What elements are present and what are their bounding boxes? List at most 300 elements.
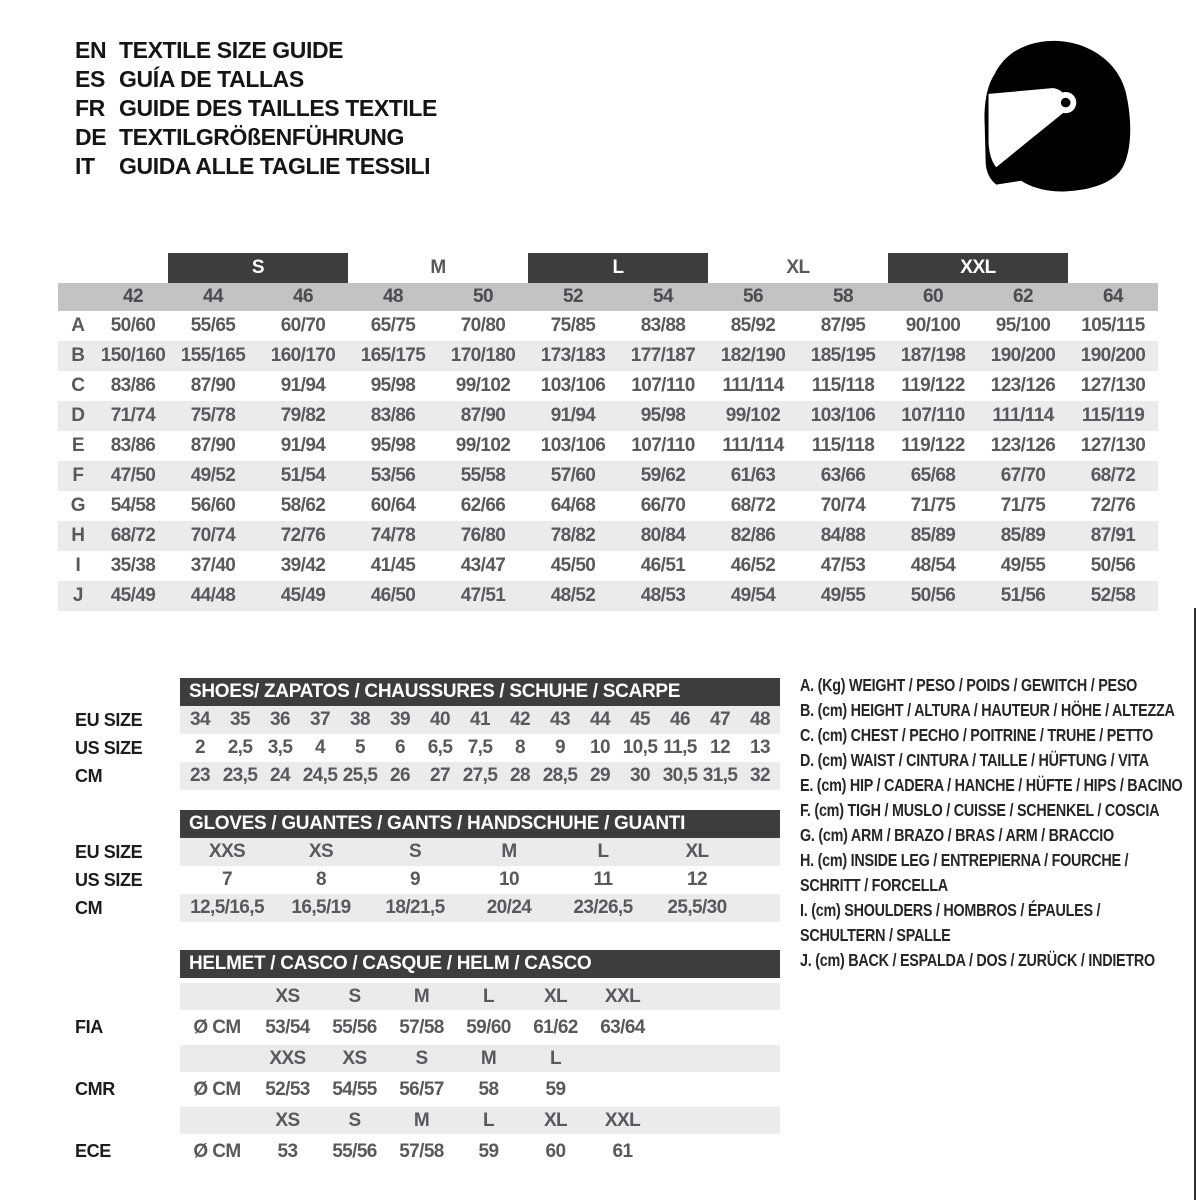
sizes-grid bbox=[180, 1107, 780, 1134]
helmet-size: L bbox=[482, 985, 494, 1007]
size-value: 20/24 bbox=[486, 897, 532, 918]
size-value: 10 bbox=[499, 869, 519, 890]
size-value: 41 bbox=[470, 709, 490, 730]
shoes-title-bar: SHOES/ ZAPATOS / CHAUSSURES / SCHUHE / SCARPE bbox=[180, 678, 780, 706]
helmet-value: 57/58 bbox=[399, 1140, 444, 1162]
size-value: 12,5/16,5 bbox=[190, 897, 264, 918]
size-value: 23,5 bbox=[222, 765, 258, 786]
size-value: 49/54 bbox=[730, 585, 776, 606]
size-value: 91/94 bbox=[280, 435, 326, 456]
size-value: 68/72 bbox=[730, 495, 776, 516]
size-value: 74/78 bbox=[370, 525, 416, 546]
size-value: 25,5 bbox=[342, 765, 378, 786]
language-code: DE bbox=[75, 124, 107, 150]
size-value: 173/183 bbox=[540, 345, 606, 366]
legend-line: H. (cm) INSIDE LEG / ENTREPIERNA / FOURCHE / bbox=[800, 850, 1129, 870]
size-value: 9 bbox=[555, 737, 565, 758]
size-value: 11 bbox=[593, 869, 613, 890]
helmet-values bbox=[180, 1138, 780, 1165]
size-value: 65/68 bbox=[910, 465, 956, 486]
size-value: 54/58 bbox=[110, 495, 156, 516]
size-value: 2 bbox=[195, 737, 205, 758]
helmet-size: XXL bbox=[604, 1109, 641, 1131]
helmet-value: 63/64 bbox=[600, 1016, 645, 1038]
size-value: 72/76 bbox=[1090, 495, 1136, 516]
helmet-size: XL bbox=[543, 985, 568, 1007]
size-value: 37 bbox=[310, 709, 330, 730]
spacer bbox=[58, 981, 180, 1012]
size-value: 50/60 bbox=[110, 315, 156, 336]
legend-line: I. (cm) SHOULDERS / HOMBROS / ÉPAULES / bbox=[800, 900, 1101, 920]
size-group-xxl: XXL bbox=[888, 253, 1068, 283]
helmet-table bbox=[58, 950, 780, 1167]
size-value: 67/70 bbox=[1000, 465, 1046, 486]
size-value: 85/89 bbox=[910, 525, 956, 546]
size-row-cm bbox=[58, 894, 780, 922]
size-group-s: S bbox=[168, 253, 348, 283]
values-grid bbox=[180, 762, 780, 790]
size-value: 107/110 bbox=[901, 405, 965, 426]
helmet-sizes bbox=[180, 983, 780, 1010]
helmet-value: 55/56 bbox=[332, 1140, 377, 1162]
legend-line: E. (cm) HIP / CADERA / HANCHE / HÜFTE / HIPS / BACINO bbox=[800, 775, 1183, 795]
helmet-size: M bbox=[413, 1109, 430, 1131]
size-value: 18/21,5 bbox=[385, 897, 445, 918]
size-value: 8 bbox=[515, 737, 525, 758]
size-value: 45 bbox=[630, 709, 650, 730]
size-value: 185/195 bbox=[810, 345, 876, 366]
size-value: 75/78 bbox=[190, 405, 236, 426]
helmet-value: 55/56 bbox=[332, 1016, 377, 1038]
language-label: GUÍA DE TALLAS bbox=[119, 66, 304, 92]
size-value: 87/90 bbox=[190, 435, 236, 456]
size-value: 56/60 bbox=[190, 495, 236, 516]
values-grid bbox=[180, 866, 780, 894]
size-row-us-size bbox=[58, 866, 780, 894]
helmet-size: XXL bbox=[604, 985, 641, 1007]
size-value: 95/98 bbox=[370, 435, 416, 456]
size-row-eu-size bbox=[58, 838, 780, 866]
size-value: 123/126 bbox=[990, 375, 1056, 396]
measurement-row-j bbox=[58, 581, 1158, 611]
size-value: 91/94 bbox=[280, 375, 326, 396]
size-value: 182/190 bbox=[720, 345, 786, 366]
row-letter: I bbox=[75, 555, 81, 576]
size-value: 24 bbox=[270, 765, 290, 786]
legend-item bbox=[800, 948, 1194, 973]
size-value: 12 bbox=[687, 869, 707, 890]
helmet-value: 54/55 bbox=[332, 1078, 377, 1100]
legend-item bbox=[800, 673, 1194, 698]
racing-helmet-glyph bbox=[978, 38, 1136, 200]
legend-item bbox=[800, 723, 1194, 748]
size-value: 83/86 bbox=[110, 435, 156, 456]
size-value: 71/74 bbox=[110, 405, 156, 426]
size-value: 49/55 bbox=[820, 585, 866, 606]
measurement-row-d bbox=[58, 401, 1158, 431]
diameter-label: Ø CM bbox=[193, 1078, 241, 1100]
size-value: 38 bbox=[350, 709, 370, 730]
size-value: 78/82 bbox=[550, 525, 596, 546]
size-group-l: L bbox=[528, 253, 708, 283]
values-grid bbox=[180, 894, 780, 922]
helmet-size: S bbox=[348, 985, 361, 1007]
row-letter: D bbox=[71, 405, 85, 426]
values-grid bbox=[180, 1138, 780, 1165]
size-value: 34 bbox=[190, 709, 210, 730]
row-letter: C bbox=[71, 375, 85, 396]
legend-line: A. (Kg) WEIGHT / PESO / POIDS / GEWITCH / PESO bbox=[800, 675, 1138, 695]
size-value: 75/85 bbox=[550, 315, 596, 336]
size-value: 58/62 bbox=[280, 495, 326, 516]
language-row bbox=[75, 36, 437, 65]
size-value: 4 bbox=[315, 737, 325, 758]
size-value: 105/115 bbox=[1081, 315, 1145, 336]
helmet-size: XS bbox=[342, 1047, 367, 1069]
row-values bbox=[180, 762, 780, 790]
spacer bbox=[58, 810, 180, 838]
numeric-size: 44 bbox=[203, 286, 223, 307]
values-grid bbox=[180, 734, 780, 762]
helmet-value: 52/53 bbox=[265, 1078, 310, 1100]
size-value: 46 bbox=[670, 709, 690, 730]
row-letter: E bbox=[71, 435, 85, 456]
size-value: 115/118 bbox=[811, 435, 875, 456]
size-value: 49/55 bbox=[1000, 555, 1046, 576]
size-value: 160/170 bbox=[270, 345, 336, 366]
language-code: EN bbox=[75, 37, 107, 63]
helmet-values bbox=[180, 1076, 780, 1103]
gloves-title-bar: GLOVES / GUANTES / GANTS / HANDSCHUHE / GUANTI bbox=[180, 810, 780, 838]
size-value: 99/102 bbox=[725, 405, 781, 426]
size-value: 150/160 bbox=[100, 345, 166, 366]
diameter-label: Ø CM bbox=[193, 1140, 241, 1162]
shoes-table bbox=[58, 678, 780, 790]
helmet-standard-row-fia bbox=[58, 1012, 780, 1043]
size-value: 30 bbox=[630, 765, 650, 786]
legend-item bbox=[800, 898, 1194, 948]
size-value: 60/70 bbox=[280, 315, 326, 336]
values-grid bbox=[180, 1076, 780, 1103]
size-value: 65/75 bbox=[370, 315, 416, 336]
size-value: 68/72 bbox=[1090, 465, 1136, 486]
language-label: TEXTILGRÖßENFÜHRUNG bbox=[119, 124, 404, 150]
size-value: 90/100 bbox=[905, 315, 961, 336]
gloves-table bbox=[58, 810, 780, 922]
standard-name: ECE bbox=[75, 1141, 111, 1161]
size-value: 45/49 bbox=[280, 585, 326, 606]
helmet-size: S bbox=[348, 1109, 361, 1131]
size-value: 119/122 bbox=[901, 375, 965, 396]
measurement-row-h bbox=[58, 521, 1158, 551]
row-values bbox=[180, 706, 780, 734]
size-value: 48/52 bbox=[550, 585, 596, 606]
size-value: 16,5/19 bbox=[291, 897, 351, 918]
size-value: 46/51 bbox=[640, 555, 686, 576]
size-value: 28,5 bbox=[542, 765, 578, 786]
size-value: 84/88 bbox=[820, 525, 866, 546]
size-value: 40 bbox=[430, 709, 450, 730]
spacer bbox=[58, 950, 180, 981]
helmet-size: S bbox=[415, 1047, 428, 1069]
helmet-title-bar: HELMET / CASCO / CASQUE / HELM / CASCO bbox=[180, 950, 780, 978]
size-value: 48 bbox=[750, 709, 770, 730]
legend-item bbox=[800, 823, 1194, 848]
size-value: 29 bbox=[590, 765, 610, 786]
size-value: 95/98 bbox=[370, 375, 416, 396]
page-edge-line bbox=[1194, 608, 1196, 1200]
size-value: 95/100 bbox=[995, 315, 1051, 336]
size-value: 99/102 bbox=[455, 375, 511, 396]
legend-item bbox=[800, 698, 1194, 723]
gloves-table-body bbox=[58, 838, 780, 922]
size-value: L bbox=[597, 841, 609, 862]
size-value: 107/110 bbox=[631, 435, 695, 456]
size-value: XL bbox=[685, 841, 709, 862]
size-value: 66/70 bbox=[640, 495, 686, 516]
size-value: 85/92 bbox=[730, 315, 776, 336]
legend-line: SCHULTERN / SPALLE bbox=[800, 925, 951, 945]
size-value: 103/106 bbox=[810, 405, 876, 426]
row-values bbox=[180, 866, 780, 894]
measurement-row-a bbox=[58, 311, 1158, 341]
helmet-value: 59 bbox=[478, 1140, 499, 1162]
helmet-value: 57/58 bbox=[399, 1016, 444, 1038]
size-group-header bbox=[58, 253, 1158, 283]
size-value: 49/52 bbox=[190, 465, 236, 486]
gloves-title-row bbox=[58, 810, 780, 838]
size-value: 70/74 bbox=[190, 525, 236, 546]
size-value: 177/187 bbox=[630, 345, 696, 366]
helmet-value: 60 bbox=[545, 1140, 566, 1162]
size-value: 83/86 bbox=[370, 405, 416, 426]
size-value: 41/45 bbox=[370, 555, 416, 576]
language-code: IT bbox=[75, 153, 95, 179]
numeric-size: 64 bbox=[1103, 286, 1123, 307]
size-value: 64/68 bbox=[550, 495, 596, 516]
size-value: 25,5/30 bbox=[667, 897, 727, 918]
size-value: 10,5 bbox=[622, 737, 658, 758]
size-value: 87/91 bbox=[1090, 525, 1136, 546]
size-value: 32 bbox=[750, 765, 770, 786]
legend-line: D. (cm) WAIST / CINTURA / TAILLE / HÜFTUNG / VITA bbox=[800, 750, 1149, 770]
helmet-value: 58 bbox=[478, 1078, 499, 1100]
numeric-size: 52 bbox=[563, 286, 583, 307]
size-value: 30,5 bbox=[662, 765, 698, 786]
legend-line: C. (cm) CHEST / PECHO / POITRINE / TRUHE / PETTO bbox=[800, 725, 1154, 745]
helmet-sizes-row-fia bbox=[58, 981, 780, 1012]
legend-item bbox=[800, 748, 1194, 773]
size-value: XXS bbox=[208, 841, 246, 862]
size-value: 123/126 bbox=[990, 435, 1056, 456]
row-values bbox=[180, 838, 780, 866]
size-value: 111/114 bbox=[992, 405, 1054, 426]
size-value: 76/80 bbox=[460, 525, 506, 546]
size-value: 170/180 bbox=[450, 345, 516, 366]
size-value: 23/26,5 bbox=[573, 897, 633, 918]
size-value: 47/50 bbox=[110, 465, 156, 486]
size-value: M bbox=[501, 841, 517, 862]
values-grid bbox=[180, 706, 780, 734]
size-value: 13 bbox=[750, 737, 770, 758]
size-value: 50/56 bbox=[910, 585, 956, 606]
size-value: 190/200 bbox=[990, 345, 1056, 366]
numeric-size: 42 bbox=[123, 286, 143, 307]
size-value: 6,5 bbox=[427, 737, 453, 758]
size-value: 7 bbox=[222, 869, 232, 890]
size-value: 47/51 bbox=[460, 585, 506, 606]
size-value: 68/72 bbox=[110, 525, 156, 546]
size-value: 45/49 bbox=[110, 585, 156, 606]
size-value: S bbox=[408, 841, 422, 862]
language-row bbox=[75, 94, 437, 123]
numeric-size: 48 bbox=[383, 286, 403, 307]
size-value: 36 bbox=[270, 709, 290, 730]
numeric-size: 58 bbox=[833, 286, 853, 307]
size-value: 43 bbox=[550, 709, 570, 730]
size-value: 55/65 bbox=[190, 315, 236, 336]
helmet-value: 53/54 bbox=[265, 1016, 310, 1038]
language-label: GUIDA ALLE TAGLIE TESSILI bbox=[119, 153, 431, 179]
legend-line: J. (cm) BACK / ESPALDA / DOS / ZURÜCK / INDIETRO bbox=[800, 950, 1155, 970]
size-value: 11,5 bbox=[663, 737, 697, 758]
size-row-eu-size bbox=[58, 706, 780, 734]
helmet-sizes-row-cmr bbox=[58, 1043, 780, 1074]
size-value: 45/50 bbox=[550, 555, 596, 576]
size-value: 27 bbox=[430, 765, 450, 786]
size-value: 103/106 bbox=[540, 435, 606, 456]
size-value: 55/58 bbox=[460, 465, 506, 486]
legend-line: B. (cm) HEIGHT / ALTURA / HAUTEUR / HÖHE / ALTEZZA bbox=[800, 700, 1175, 720]
size-value: 103/106 bbox=[540, 375, 606, 396]
helmet-value: 61/62 bbox=[533, 1016, 578, 1038]
size-value: 165/175 bbox=[360, 345, 426, 366]
values-grid bbox=[180, 1014, 780, 1041]
size-value: 79/82 bbox=[280, 405, 326, 426]
size-value: 119/122 bbox=[901, 435, 965, 456]
helmet-size: XL bbox=[543, 1109, 568, 1131]
size-value: 31,5 bbox=[702, 765, 738, 786]
size-value: 5 bbox=[355, 737, 365, 758]
helmet-size: L bbox=[482, 1109, 494, 1131]
apparel-size-table bbox=[58, 253, 1158, 611]
numeric-size: 56 bbox=[743, 286, 763, 307]
numeric-size: 60 bbox=[923, 286, 943, 307]
row-label: EU SIZE bbox=[75, 709, 143, 730]
legend-line: SCHRITT / FORCELLA bbox=[800, 875, 948, 895]
size-value: 37/40 bbox=[190, 555, 236, 576]
size-value: 48/54 bbox=[910, 555, 956, 576]
size-value: 50/56 bbox=[1090, 555, 1136, 576]
size-value: 57/60 bbox=[550, 465, 596, 486]
language-row bbox=[75, 152, 437, 181]
size-value: 44 bbox=[590, 709, 610, 730]
size-value: 127/130 bbox=[1080, 375, 1146, 396]
size-value: 6 bbox=[395, 737, 405, 758]
size-value: 7,5 bbox=[467, 737, 493, 758]
measurement-legend bbox=[800, 673, 1194, 973]
helmet-size: XS bbox=[275, 985, 300, 1007]
helmet-size: M bbox=[480, 1047, 497, 1069]
helmet-value: 59 bbox=[545, 1078, 566, 1100]
size-value: 53/56 bbox=[370, 465, 416, 486]
apparel-table-body bbox=[58, 311, 1158, 611]
size-group-m: M bbox=[430, 257, 446, 278]
size-value: 62/66 bbox=[460, 495, 506, 516]
size-value: 87/90 bbox=[190, 375, 236, 396]
row-values bbox=[180, 894, 780, 922]
size-value: 70/80 bbox=[460, 315, 506, 336]
diameter-label: Ø CM bbox=[193, 1016, 241, 1038]
helmet-standard-row-cmr bbox=[58, 1074, 780, 1105]
language-label: GUIDE DES TAILLES TEXTILE bbox=[119, 95, 437, 121]
language-row bbox=[75, 123, 437, 152]
helmet-standard-row-ece bbox=[58, 1136, 780, 1167]
helmet-sizes bbox=[180, 1045, 780, 1072]
size-value: 39/42 bbox=[280, 555, 326, 576]
helmet-size: XS bbox=[275, 1109, 300, 1131]
size-value: 28 bbox=[510, 765, 530, 786]
size-value: 23 bbox=[190, 765, 210, 786]
size-value: 42 bbox=[510, 709, 530, 730]
size-value: 51/56 bbox=[1000, 585, 1046, 606]
row-label: EU SIZE bbox=[75, 841, 143, 862]
size-value: 115/119 bbox=[1081, 405, 1145, 426]
size-value: 61/63 bbox=[730, 465, 776, 486]
size-value: 52/58 bbox=[1090, 585, 1136, 606]
size-value: 127/130 bbox=[1080, 435, 1146, 456]
row-label: US SIZE bbox=[75, 869, 143, 890]
size-value: 60/64 bbox=[370, 495, 416, 516]
size-value: 35 bbox=[230, 709, 250, 730]
numeric-size: 50 bbox=[473, 286, 493, 307]
measurement-row-e bbox=[58, 431, 1158, 461]
numeric-size: 46 bbox=[293, 286, 313, 307]
size-value: 47/53 bbox=[820, 555, 866, 576]
size-value: 9 bbox=[410, 869, 420, 890]
size-value: 44/48 bbox=[190, 585, 236, 606]
helmet-size: L bbox=[549, 1047, 561, 1069]
size-value: 72/76 bbox=[280, 525, 326, 546]
language-code: ES bbox=[75, 66, 105, 92]
spacer bbox=[58, 1043, 180, 1074]
size-value: XS bbox=[308, 841, 334, 862]
size-value: 83/88 bbox=[640, 315, 686, 336]
measurement-row-f bbox=[58, 461, 1158, 491]
racing-helmet-icon bbox=[978, 38, 1136, 200]
size-value: 10 bbox=[590, 737, 610, 758]
size-value: 35/38 bbox=[110, 555, 156, 576]
spacer bbox=[58, 1105, 180, 1136]
size-value: 27,5 bbox=[462, 765, 498, 786]
helmet-table-body bbox=[58, 981, 780, 1167]
row-label: US SIZE bbox=[75, 737, 143, 758]
size-value: 190/200 bbox=[1080, 345, 1146, 366]
size-value: 87/95 bbox=[820, 315, 866, 336]
size-value: 85/89 bbox=[1000, 525, 1046, 546]
size-value: 46/52 bbox=[730, 555, 776, 576]
sizes-grid bbox=[180, 983, 780, 1010]
helmet-value: 53 bbox=[277, 1140, 298, 1162]
size-value: 111/114 bbox=[722, 435, 784, 456]
row-letter: H bbox=[71, 525, 85, 546]
shoes-title-row bbox=[58, 678, 780, 706]
size-value: 155/165 bbox=[180, 345, 246, 366]
size-value: 115/118 bbox=[811, 375, 875, 396]
helmet-value: 59/60 bbox=[466, 1016, 511, 1038]
size-group-xl: XL bbox=[786, 257, 810, 278]
numeric-size-header bbox=[58, 283, 1158, 311]
